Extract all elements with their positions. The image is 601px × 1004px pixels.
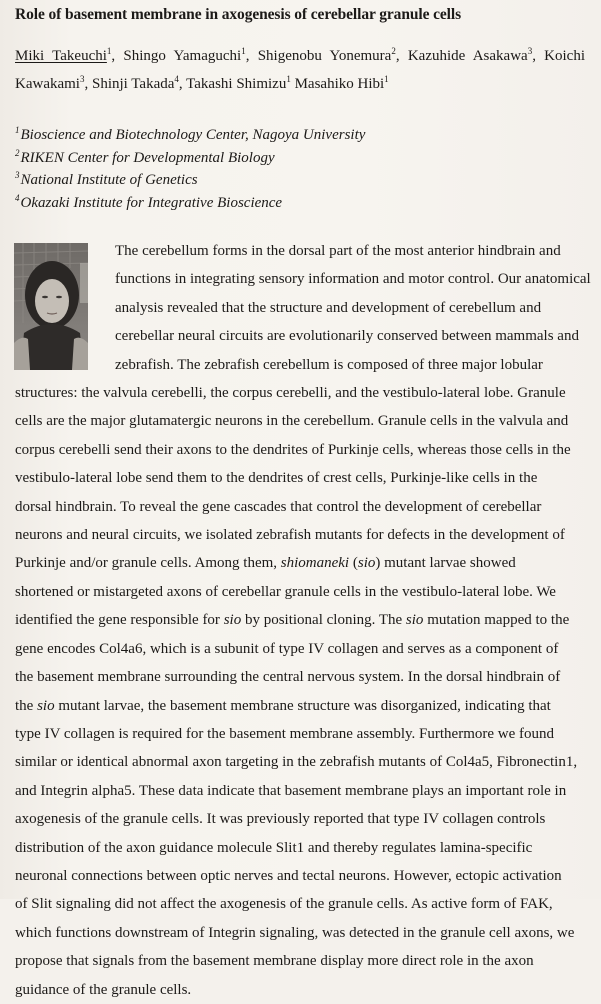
body-line: neuronal connections between optic nerves and tectal neurons. However, ectopic activation — [15, 867, 562, 884]
body-line: functions in integrating sensory information and motor control. Our anatomical — [115, 271, 591, 288]
affiliation-list — [15, 124, 365, 214]
abstract-body — [15, 237, 591, 1004]
body-line: analysis revealed that the structure and development of cerebellum and — [115, 299, 542, 316]
gene-name-italic: sio — [37, 697, 55, 714]
body-line: gene encodes Col4a6, which is a subunit of type IV collagen and serves as a component of — [15, 640, 559, 657]
body-line: The cerebellum forms in the dorsal part of the most anterior hindbrain and — [115, 243, 561, 259]
author-last-name: Kawakami — [15, 76, 80, 92]
author-affil-sup: 4 — [174, 74, 179, 84]
author-affil-sup: 2 — [391, 46, 396, 56]
body-line: shortened or mistargeted axons of cerebellar granule cells in the vestibulo-lateral lobe. We — [15, 583, 556, 600]
author-first-name: Koichi — [544, 48, 585, 64]
gene-name-italic: sio — [357, 555, 376, 572]
body-line: and Integrin alpha5. These data indicate that basement membrane plays an important role in — [15, 782, 567, 799]
body-line: guidance of the granule cells. — [15, 981, 192, 998]
affiliation-item: $^1$Bioscience and Biotechnology Center, Nagoya University — [15, 125, 366, 143]
author-affil-sup: 3 — [79, 74, 85, 84]
affiliation-item: $^2$RIKEN Center for Developmental Biology — [15, 147, 275, 166]
body-line: vestibulo-lateral lobe send them to the dendrites of crest cells, Purkinje-like cells in the — [15, 470, 538, 487]
author: Takashi Shimizu — [186, 76, 287, 92]
body-line: dorsal hindbrain. To reveal the gene cascades that control the development of cerebellar — [15, 498, 542, 515]
body-line: corpus cerebelli send their axons to the dendrites of Purkinje cells, whereas those cells in the — [15, 441, 571, 458]
body-line: the sio mutant larvae, the basement membrane structure was disorganized, indicating that — [15, 697, 551, 714]
author: Masahiko Hibi — [294, 76, 385, 92]
body-line: identified the gene responsible for sio by positional cloning. The sio mutation mapped to the — [15, 612, 570, 629]
author: Shingo Yamaguchi — [123, 48, 242, 64]
author-line-1: Miki Takeuchi$^1$, Shingo Yamaguchi$^1$, Shigenobu Yonemura$^2$, Kazuhide Asakawa$^3$, Koichi — [15, 46, 585, 64]
author: Kazuhide Asakawa — [407, 48, 528, 64]
author: Shigenobu Yonemura — [257, 48, 392, 64]
body-line: axogenesis of the granule cells. It was previously reported that type IV collagen controls — [15, 811, 546, 828]
body-line: Purkinje and/or granule cells. Among them, shiomaneki (sio) mutant larvae showed — [15, 555, 516, 572]
author-affil-sup: 3 — [527, 46, 533, 56]
body-line: similar or identical abnormal axon targeting in the zebrafish mutants of Col4a5, Fibronectin1, — [15, 754, 578, 771]
body-line: which functions downstream of Integrin signaling, was detected in the granule cell axons, we — [15, 924, 575, 941]
author: Shinji Takada — [91, 76, 175, 92]
author-line-2: Kawakami$^3$, Shinji Takada$^4$, Takashi Shimizu$^1$ Masahiko Hibi$^1$ — [15, 74, 389, 92]
body-line: type IV collagen is required for the basement membrane assembly. Furthermore we found — [15, 725, 554, 742]
gene-name-italic: sio — [223, 612, 242, 629]
author-presenter: Miki Takeuchi — [15, 48, 107, 64]
body-line: cerebellar neural circuits are evolutionarily conserved between mammals and — [115, 328, 579, 345]
author-affil-sup: 1 — [241, 46, 246, 56]
author-affil-sup: 1 — [106, 46, 112, 56]
body-line: propose that signals from the basement membrane display more direct role in the axon — [15, 953, 534, 970]
body-line: the basement membrane surrounding the central nervous system. In the dorsal hindbrain of — [15, 669, 561, 686]
gene-name-italic: shiomaneki — [280, 555, 350, 572]
body-line: cells are the major glutamatergic neurons in the cerebellum. Granule cells in the valvula and — [15, 413, 569, 430]
author-list — [15, 42, 585, 98]
author-affil-sup: 1 — [384, 74, 389, 84]
body-line: structures: the valvula cerebelli, the corpus cerebelli, and the vestibulo-lateral lobe. Granule — [15, 385, 566, 402]
body-line: neurons and neural circuits, we isolated zebrafish mutants for defects in the development of — [15, 527, 565, 544]
author-affil-sup: 1 — [286, 74, 291, 84]
abstract-title: Role of basement membrane in axogenesis of cerebellar granule cells — [15, 6, 462, 23]
affiliation-item: $^3$National Institute of Genetics — [15, 170, 198, 188]
gene-name-italic: sio — [405, 612, 424, 629]
body-line: distribution of the axon guidance molecule Slit1 and thereby regulates lamina-specific — [15, 839, 533, 856]
body-line: of Slit signaling did not affect the axogenesis of the granule cells. As active form of FAK, — [15, 896, 553, 913]
body-line: zebrafish. The zebrafish cerebellum is composed of three major lobular — [115, 356, 543, 373]
affiliation-item: $^4$Okazaki Institute for Integrative Bioscience — [15, 192, 283, 211]
